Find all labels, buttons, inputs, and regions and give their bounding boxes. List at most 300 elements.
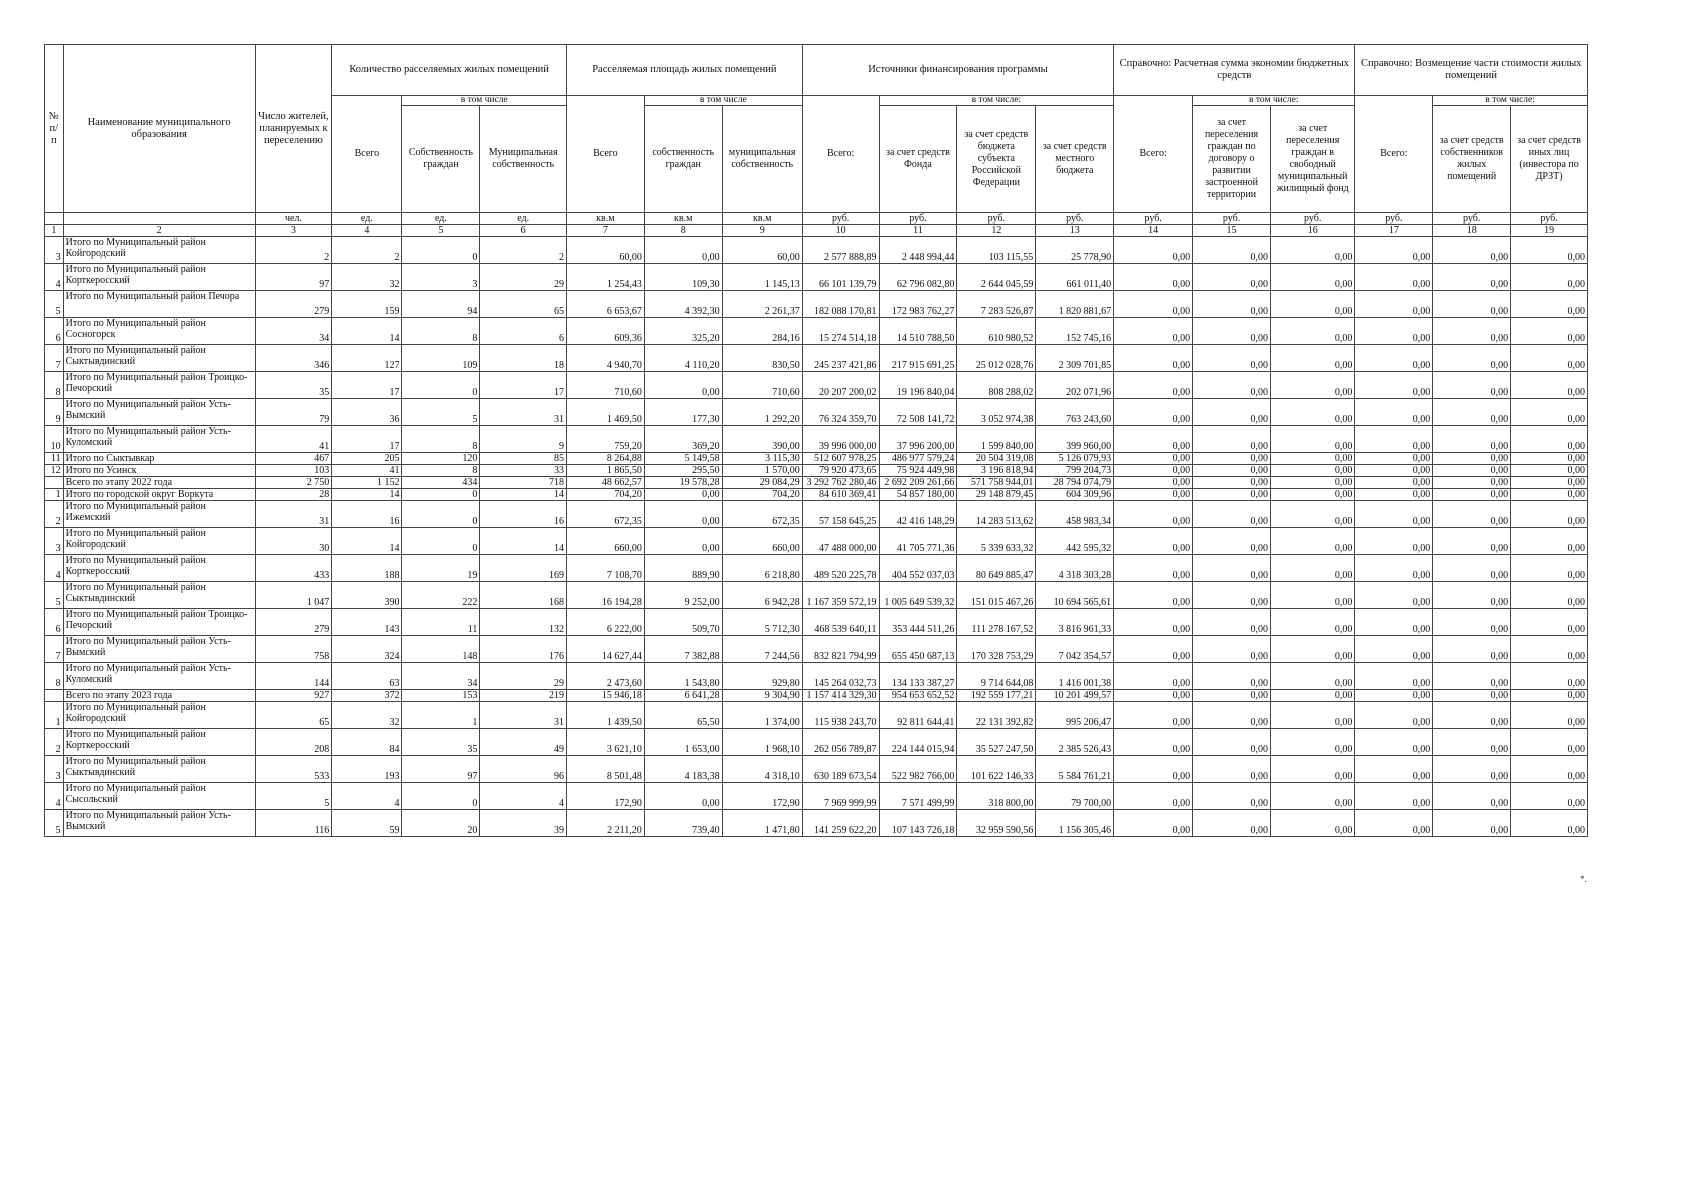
value-cell: 0,00 [1355, 783, 1433, 810]
value-cell: 35 [255, 372, 332, 399]
value-cell: 19 [402, 555, 480, 582]
value-cell: 0,00 [1270, 264, 1354, 291]
value-cell: 34 [255, 318, 332, 345]
value-cell: 60,00 [566, 237, 644, 264]
row-number-cell: 3 [45, 528, 64, 555]
value-cell: 0,00 [1270, 318, 1354, 345]
col-header-14: Всего: [1114, 96, 1193, 213]
value-cell: 1 152 [332, 477, 402, 489]
column-number-cell: 9 [722, 225, 802, 237]
row-number-cell: 3 [45, 756, 64, 783]
value-cell: 2 750 [255, 477, 332, 489]
value-cell: 6 641,28 [644, 690, 722, 702]
value-cell: 72 508 141,72 [879, 399, 957, 426]
value-cell: 36 [332, 399, 402, 426]
value-cell: 672,35 [566, 501, 644, 528]
unit-cell: руб. [802, 213, 879, 225]
table-row [45, 477, 1588, 489]
table-row [45, 372, 1588, 399]
col-header-residents: Число жителей, планируемых к переселению [255, 45, 332, 213]
value-cell: 710,60 [722, 372, 802, 399]
value-cell: 29 084,29 [722, 477, 802, 489]
value-cell: 0,00 [1433, 609, 1511, 636]
col-header-5: Собственность граждан [402, 106, 480, 213]
value-cell: 0,00 [1114, 810, 1193, 837]
unit-cell: руб. [1270, 213, 1354, 225]
value-cell: 141 259 622,20 [802, 810, 879, 837]
value-cell: 0,00 [1114, 399, 1193, 426]
units-row [45, 213, 1588, 225]
value-cell: 0,00 [1355, 426, 1433, 453]
value-cell: 14 283 513,62 [957, 501, 1036, 528]
value-cell: 172,90 [566, 783, 644, 810]
value-cell: 0,00 [1355, 663, 1433, 690]
value-cell: 929,80 [722, 663, 802, 690]
value-cell: 202 071,96 [1036, 372, 1114, 399]
value-cell: 0,00 [1433, 345, 1511, 372]
value-cell: 0,00 [1193, 609, 1271, 636]
table-row [45, 756, 1588, 783]
value-cell: 704,20 [566, 489, 644, 501]
value-cell: 2 644 045,59 [957, 264, 1036, 291]
value-cell: 0,00 [1270, 489, 1354, 501]
value-cell: 1 416 001,38 [1036, 663, 1114, 690]
value-cell: 16 194,28 [566, 582, 644, 609]
value-cell: 29 [480, 264, 567, 291]
table-row [45, 690, 1588, 702]
value-cell: 5 712,30 [722, 609, 802, 636]
col-header-no: № п/п [45, 45, 64, 213]
value-cell: 172 983 762,27 [879, 291, 957, 318]
value-cell: 0,00 [1511, 729, 1588, 756]
value-cell: 4 318 303,28 [1036, 555, 1114, 582]
value-cell: 0,00 [1193, 729, 1271, 756]
value-cell: 739,40 [644, 810, 722, 837]
value-cell: 5 339 633,32 [957, 528, 1036, 555]
value-cell: 1 599 840,00 [957, 426, 1036, 453]
row-number-cell: 9 [45, 399, 64, 426]
value-cell: 176 [480, 636, 567, 663]
value-cell: 47 488 000,00 [802, 528, 879, 555]
value-cell: 39 996 000,00 [802, 426, 879, 453]
value-cell: 0,00 [1270, 453, 1354, 465]
value-cell: 0,00 [1433, 783, 1511, 810]
value-cell: 830,50 [722, 345, 802, 372]
value-cell: 0,00 [1114, 264, 1193, 291]
value-cell: 660,00 [722, 528, 802, 555]
value-cell: 0,00 [1511, 528, 1588, 555]
value-cell: 2 [332, 237, 402, 264]
municipality-name-cell: Итого по Муниципальный район Ижемский [63, 501, 255, 528]
value-cell: 9 [480, 426, 567, 453]
unit-cell: руб. [1511, 213, 1588, 225]
value-cell: 192 559 177,21 [957, 690, 1036, 702]
value-cell: 8 [402, 465, 480, 477]
value-cell: 41 [255, 426, 332, 453]
column-number-cell: 4 [332, 225, 402, 237]
value-cell: 0,00 [1114, 783, 1193, 810]
value-cell: 0,00 [1433, 489, 1511, 501]
resettlement-table [44, 44, 1588, 837]
value-cell: 4 392,30 [644, 291, 722, 318]
value-cell: 369,20 [644, 426, 722, 453]
value-cell: 107 143 726,18 [879, 810, 957, 837]
value-cell: 1 543,80 [644, 663, 722, 690]
value-cell: 0,00 [1193, 810, 1271, 837]
value-cell: 325,20 [644, 318, 722, 345]
value-cell: 0,00 [1193, 477, 1271, 489]
table-row [45, 489, 1588, 501]
value-cell: 4 183,38 [644, 756, 722, 783]
row-number-cell: 11 [45, 453, 64, 465]
value-cell: 710,60 [566, 372, 644, 399]
row-number-cell: 1 [45, 702, 64, 729]
table-row [45, 501, 1588, 528]
value-cell: 0,00 [1193, 663, 1271, 690]
value-cell: 101 622 146,33 [957, 756, 1036, 783]
unit-cell [63, 213, 255, 225]
value-cell: 6 653,67 [566, 291, 644, 318]
value-cell: 0,00 [1511, 465, 1588, 477]
value-cell: 8 [402, 426, 480, 453]
row-number-cell [45, 690, 64, 702]
document-page [44, 44, 1588, 837]
value-cell: 0,00 [1114, 291, 1193, 318]
value-cell: 17 [332, 372, 402, 399]
value-cell: 3 115,30 [722, 453, 802, 465]
municipality-name-cell: Всего по этапу 2022 года [63, 477, 255, 489]
value-cell: 9 252,00 [644, 582, 722, 609]
value-cell: 889,90 [644, 555, 722, 582]
value-cell: 0,00 [1511, 636, 1588, 663]
value-cell: 1 471,80 [722, 810, 802, 837]
value-cell: 79 [255, 399, 332, 426]
value-cell: 169 [480, 555, 567, 582]
value-cell: 522 982 766,00 [879, 756, 957, 783]
value-cell: 94 [402, 291, 480, 318]
value-cell: 346 [255, 345, 332, 372]
value-cell: 0,00 [1114, 663, 1193, 690]
value-cell: 0,00 [1193, 372, 1271, 399]
value-cell: 0,00 [1114, 609, 1193, 636]
col-header-9: муниципальная собственность [722, 106, 802, 213]
municipality-name-cell: Итого по Муниципальный район Сыктывдинский [63, 582, 255, 609]
value-cell: 182 088 170,81 [802, 291, 879, 318]
value-cell: 0,00 [1511, 237, 1588, 264]
column-numbers-row [45, 225, 1588, 237]
value-cell: 0,00 [1355, 345, 1433, 372]
value-cell: 0,00 [1355, 555, 1433, 582]
value-cell: 832 821 794,99 [802, 636, 879, 663]
unit-cell: руб. [879, 213, 957, 225]
row-number-cell: 2 [45, 501, 64, 528]
municipality-name-cell: Итого по Муниципальный район Усть-Куломский [63, 663, 255, 690]
table-row [45, 264, 1588, 291]
value-cell: 31 [480, 702, 567, 729]
value-cell: 92 811 644,41 [879, 702, 957, 729]
value-cell: 0,00 [1355, 501, 1433, 528]
row-number-cell [45, 477, 64, 489]
value-cell: 0,00 [1433, 318, 1511, 345]
value-cell: 80 649 885,47 [957, 555, 1036, 582]
value-cell: 0,00 [1433, 264, 1511, 291]
value-cell: 468 539 640,11 [802, 609, 879, 636]
value-cell: 1 167 359 572,19 [802, 582, 879, 609]
value-cell: 808 288,02 [957, 372, 1036, 399]
value-cell: 0,00 [1433, 399, 1511, 426]
value-cell: 19 196 840,04 [879, 372, 957, 399]
col-header-4: Всего [332, 96, 402, 213]
value-cell: 97 [402, 756, 480, 783]
value-cell: 134 133 387,27 [879, 663, 957, 690]
value-cell: 7 969 999,99 [802, 783, 879, 810]
value-cell: 60,00 [722, 237, 802, 264]
value-cell: 2 577 888,89 [802, 237, 879, 264]
value-cell: 14 [332, 489, 402, 501]
value-cell: 0,00 [1193, 453, 1271, 465]
value-cell: 509,70 [644, 609, 722, 636]
value-cell: 0,00 [1355, 756, 1433, 783]
value-cell: 2 211,20 [566, 810, 644, 837]
value-cell: 0,00 [1193, 756, 1271, 783]
value-cell: 8 264,88 [566, 453, 644, 465]
table-row [45, 318, 1588, 345]
footnote-mark: *. [1580, 874, 1587, 884]
value-cell: 0,00 [1433, 555, 1511, 582]
value-cell: 467 [255, 453, 332, 465]
value-cell: 63 [332, 663, 402, 690]
value-cell: 0,00 [1114, 465, 1193, 477]
value-cell: 2 692 209 261,66 [879, 477, 957, 489]
municipality-name-cell: Итого по Муниципальный район Корткеросский [63, 729, 255, 756]
value-cell: 655 450 687,13 [879, 636, 957, 663]
value-cell: 62 796 082,80 [879, 264, 957, 291]
table-row [45, 582, 1588, 609]
value-cell: 2 448 994,44 [879, 237, 957, 264]
unit-cell: кв.м [722, 213, 802, 225]
row-number-cell: 8 [45, 372, 64, 399]
column-number-cell: 15 [1193, 225, 1271, 237]
value-cell: 0,00 [1270, 237, 1354, 264]
value-cell: 0,00 [1433, 810, 1511, 837]
municipality-name-cell: Итого по Муниципальный район Корткеросский [63, 264, 255, 291]
value-cell: 2 261,37 [722, 291, 802, 318]
value-cell: 32 [332, 264, 402, 291]
value-cell: 188 [332, 555, 402, 582]
value-cell: 0,00 [1433, 702, 1511, 729]
group-header-compensation: Справочно: Возмещение части стоимости жилых помещений [1355, 45, 1588, 96]
table-row [45, 663, 1588, 690]
col-header-10: Всего: [802, 96, 879, 213]
value-cell: 0,00 [1114, 372, 1193, 399]
value-cell: 0,00 [1511, 690, 1588, 702]
column-number-cell: 18 [1433, 225, 1511, 237]
value-cell: 0,00 [1270, 399, 1354, 426]
value-cell: 1 145,13 [722, 264, 802, 291]
value-cell: 0,00 [1433, 426, 1511, 453]
value-cell: 704,20 [722, 489, 802, 501]
value-cell: 19 578,28 [644, 477, 722, 489]
row-number-cell: 1 [45, 489, 64, 501]
value-cell: 0,00 [1193, 783, 1271, 810]
col-header-16: за счет переселения граждан в свободный муниципальный жилищный фонд [1270, 106, 1354, 213]
value-cell: 0,00 [1433, 453, 1511, 465]
value-cell: 0,00 [1114, 690, 1193, 702]
value-cell: 284,16 [722, 318, 802, 345]
value-cell: 0,00 [1193, 264, 1271, 291]
value-cell: 3 292 762 280,46 [802, 477, 879, 489]
value-cell: 0,00 [1355, 465, 1433, 477]
value-cell: 0,00 [1355, 237, 1433, 264]
value-cell: 0,00 [644, 489, 722, 501]
value-cell: 0,00 [1355, 528, 1433, 555]
municipality-name-cell: Итого по Муниципальный район Усть-Куломский [63, 426, 255, 453]
value-cell: 14 [332, 318, 402, 345]
table-row [45, 636, 1588, 663]
value-cell: 16 [332, 501, 402, 528]
subheader-comp-incl: в том числе: [1433, 96, 1588, 106]
value-cell: 0,00 [1433, 690, 1511, 702]
value-cell: 0,00 [1114, 345, 1193, 372]
value-cell: 799 204,73 [1036, 465, 1114, 477]
value-cell: 0,00 [1193, 501, 1271, 528]
unit-cell: кв.м [644, 213, 722, 225]
value-cell: 279 [255, 291, 332, 318]
value-cell: 0,00 [1193, 489, 1271, 501]
value-cell: 630 189 673,54 [802, 756, 879, 783]
col-header-18: за счет средств собственников жилых помещений [1433, 106, 1511, 213]
value-cell: 0,00 [1270, 501, 1354, 528]
value-cell: 0,00 [1511, 783, 1588, 810]
value-cell: 8 [402, 318, 480, 345]
value-cell: 0,00 [1270, 783, 1354, 810]
unit-cell: ед. [332, 213, 402, 225]
row-number-cell: 5 [45, 582, 64, 609]
municipality-name-cell: Итого по городской округ Воркута [63, 489, 255, 501]
value-cell: 0,00 [1114, 729, 1193, 756]
value-cell: 3 [402, 264, 480, 291]
value-cell: 0,00 [1433, 636, 1511, 663]
municipality-name-cell: Итого по Муниципальный район Сыктывдинский [63, 756, 255, 783]
value-cell: 4 940,70 [566, 345, 644, 372]
value-cell: 0,00 [1114, 489, 1193, 501]
value-cell: 37 996 200,00 [879, 426, 957, 453]
value-cell: 0,00 [1114, 426, 1193, 453]
subheader-area-incl: в том числе [644, 96, 802, 106]
table-row [45, 702, 1588, 729]
value-cell: 7 042 354,57 [1036, 636, 1114, 663]
value-cell: 66 101 139,79 [802, 264, 879, 291]
value-cell: 672,35 [722, 501, 802, 528]
value-cell: 0,00 [1511, 489, 1588, 501]
row-number-cell: 10 [45, 426, 64, 453]
value-cell: 4 [332, 783, 402, 810]
value-cell: 0,00 [1193, 399, 1271, 426]
value-cell: 34 [402, 663, 480, 690]
value-cell: 0,00 [1193, 528, 1271, 555]
table-body [45, 237, 1588, 837]
value-cell: 208 [255, 729, 332, 756]
group-header-funding: Источники финансирования программы [802, 45, 1113, 96]
value-cell: 177,30 [644, 399, 722, 426]
municipality-name-cell: Итого по Муниципальный район Усть-Вымский [63, 810, 255, 837]
value-cell: 49 [480, 729, 567, 756]
value-cell: 20 [402, 810, 480, 837]
value-cell: 0,00 [644, 528, 722, 555]
value-cell: 20 504 319,08 [957, 453, 1036, 465]
value-cell: 0,00 [1270, 582, 1354, 609]
value-cell: 39 [480, 810, 567, 837]
value-cell: 0,00 [1114, 636, 1193, 663]
value-cell: 660,00 [566, 528, 644, 555]
row-number-cell: 6 [45, 609, 64, 636]
value-cell: 4 318,10 [722, 756, 802, 783]
value-cell: 295,50 [644, 465, 722, 477]
value-cell: 0,00 [1270, 465, 1354, 477]
value-cell: 109 [402, 345, 480, 372]
value-cell: 1 968,10 [722, 729, 802, 756]
value-cell: 217 915 691,25 [879, 345, 957, 372]
value-cell: 0,00 [1193, 291, 1271, 318]
row-number-cell: 7 [45, 636, 64, 663]
value-cell: 14 510 788,50 [879, 318, 957, 345]
value-cell: 109,30 [644, 264, 722, 291]
value-cell: 0,00 [1270, 663, 1354, 690]
value-cell: 7 244,56 [722, 636, 802, 663]
value-cell: 57 158 645,25 [802, 501, 879, 528]
value-cell: 0 [402, 783, 480, 810]
column-number-cell: 11 [879, 225, 957, 237]
value-cell: 486 977 579,24 [879, 453, 957, 465]
unit-cell: кв.м [566, 213, 644, 225]
unit-cell: ед. [480, 213, 567, 225]
value-cell: 372 [332, 690, 402, 702]
column-number-cell: 6 [480, 225, 567, 237]
col-header-13: за счет средств местного бюджета [1036, 106, 1114, 213]
table-row [45, 555, 1588, 582]
value-cell: 25 778,90 [1036, 237, 1114, 264]
value-cell: 35 527 247,50 [957, 729, 1036, 756]
value-cell: 9 304,90 [722, 690, 802, 702]
table-row [45, 345, 1588, 372]
value-cell: 7 283 526,87 [957, 291, 1036, 318]
value-cell: 0,00 [1511, 264, 1588, 291]
row-number-cell: 2 [45, 729, 64, 756]
column-number-cell: 3 [255, 225, 332, 237]
unit-cell: чел. [255, 213, 332, 225]
value-cell: 29 [480, 663, 567, 690]
value-cell: 0,00 [1114, 453, 1193, 465]
value-cell: 25 012 028,76 [957, 345, 1036, 372]
value-cell: 1 [402, 702, 480, 729]
value-cell: 42 416 148,29 [879, 501, 957, 528]
value-cell: 153 [402, 690, 480, 702]
value-cell: 4 [480, 783, 567, 810]
column-number-cell: 12 [957, 225, 1036, 237]
value-cell: 0,00 [1270, 372, 1354, 399]
value-cell: 262 056 789,87 [802, 729, 879, 756]
value-cell: 0,00 [1433, 582, 1511, 609]
table-row [45, 783, 1588, 810]
table-row [45, 810, 1588, 837]
value-cell: 0,00 [1270, 555, 1354, 582]
value-cell: 2 [255, 237, 332, 264]
value-cell: 144 [255, 663, 332, 690]
value-cell: 0,00 [1114, 477, 1193, 489]
value-cell: 0,00 [1193, 690, 1271, 702]
column-number-cell: 17 [1355, 225, 1433, 237]
value-cell: 0,00 [1355, 582, 1433, 609]
